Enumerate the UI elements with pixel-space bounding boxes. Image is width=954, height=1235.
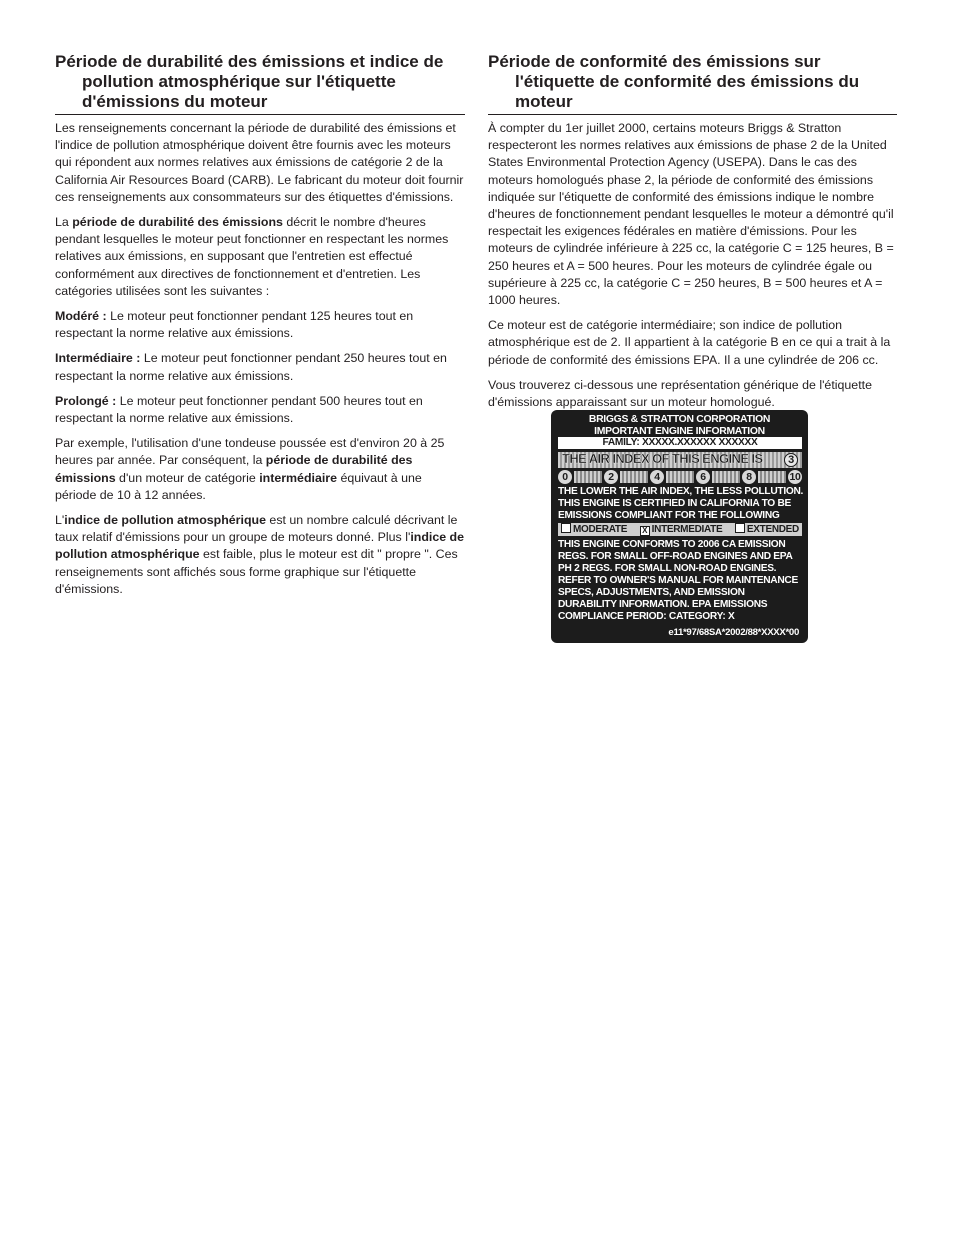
label-cat-extended: EXTENDED: [735, 523, 799, 536]
label-cat-intermediate: X INTERMEDIATE: [640, 524, 723, 536]
compliance-heading: Période de conformité des émissions sur l'étiquette de conformité des émissions du moteur: [488, 52, 897, 115]
label-conformity-text: THIS ENGINE CONFORMS TO 2006 CA EMISSION REGS. FOR SMALL OFF-ROAD ENGINES AND EPA PH 2 REGS. FOR SMALL NON-ROAD ENGINES. REFER TO OWNER'S MANUAL FOR MAINTENANCE SPECS, ADJUSTMENTS, AND EMISSION DURABILITY INFORMATION. EPA EMISSIONS COMPLIANCE PERIOD: CATEGORY: X: [558, 539, 798, 622]
example-paragraph: Par exemple, l'utilisation d'une tondeuse poussée est d'environ 20 à 25 heures par année. Par conséquent, la période de durabilité des émissions d'un moteur de catégorie intermédiaire équivaut à une période de 10 à 12 années.: [55, 436, 445, 502]
scale-gap: [758, 471, 786, 483]
checkbox-icon: [735, 523, 745, 533]
engine-category-paragraph: Ce moteur est de catégorie intermédiaire; son indice de pollution atmosphérique est de 2. Il appartient à la catégorie B en ce qui a trait à la période de conformité des émissions EPA. Il a une cylindrée de 206 cc.: [488, 318, 891, 367]
scale-gap: [620, 471, 648, 483]
label-header: [551, 414, 808, 438]
label-air-index-scale: [558, 469, 802, 485]
moderate-paragraph: Modéré : Le moteur peut fonctionner pendant 125 heures tout en respectant la norme relative aux émissions.: [55, 309, 414, 341]
emissions-label: [551, 410, 808, 643]
label-air-index-text: THE AIR INDEX OF THIS ENGINE IS: [562, 451, 763, 466]
scale-mark: 2: [604, 470, 618, 484]
scale-mark: 8: [742, 470, 756, 484]
compliance-paragraph: À compter du 1er juillet 2000, certains moteurs Briggs & Stratton respecteront les normes relatives aux émissions de phase 2 de la United States Environmental Protection Agency (USEPA). Dans le cas des moteurs homologués phase 2, la période de conformité des émissions indiquée sur l'étiquette de conformité des émissions indique le nombre d'heures de fonctionnement pendant lesquelles le moteur a démontré qu'il respectait les exigences fédérales en matière d'émissions. Pour les moteurs de cylindrée inférieure à 225 cc, la catégorie C = 125 heures, B = 250 heures et A = 500 heures. Pour les moteurs de cylindrée égale ou supérieure à 225 cc, la catégorie C = 250 heures, B = 500 heures et A = 1000 heures.: [488, 121, 894, 308]
label-family: FAMILY: XXXXX.XXXXXX XXXXXX: [558, 437, 802, 449]
label-air-index-bar: [558, 452, 802, 468]
scale-mark: 6: [696, 470, 710, 484]
label-approval-code: e11*97/68SA*2002/88*XXXX*00: [668, 627, 799, 638]
scale-mark: 0: [558, 470, 572, 484]
label-air-index-value: 3: [784, 453, 798, 467]
air-index-paragraph: L'indice de pollution atmosphérique est un nombre calculé décrivant le taux relatif d'émissions pour un groupe de moteurs donné. Plus l'indice de pollution atmosphérique est faible, plus le moteur est dit " propre ". Ces renseignements sont affichés sous forme graphique sur l'étiquette d'émissions.: [55, 513, 465, 596]
left-column: [55, 52, 465, 606]
label-certification-text: THE LOWER THE AIR INDEX, THE LESS POLLUTION. THIS ENGINE IS CERTIFIED IN CALIFORNIA TO BE EMISSIONS COMPLIANT FOR THE FOLLOWING: [558, 486, 804, 521]
label-subtitle: IMPORTANT ENGINE INFORMATION: [594, 426, 765, 437]
label-cat-moderate: MODERATE: [561, 523, 627, 536]
label-intro-paragraph: Vous trouverez ci-dessous une représentation générique de l'étiquette d'émissions apparaissant sur un moteur homologué.: [488, 377, 872, 410]
intermediate-paragraph: Intermédiaire : Le moteur peut fonctionner pendant 250 heures tout en respectant la norme relative aux émissions.: [55, 351, 447, 383]
scale-gap: [574, 471, 602, 483]
checked-checkbox-icon: X: [640, 526, 650, 536]
scale-mark: 4: [650, 470, 664, 484]
label-category-row: [558, 523, 802, 536]
durability-heading: Période de durabilité des émissions et indice de pollution atmosphérique sur l'étiquette d'émissions du moteur: [55, 52, 465, 115]
intro-paragraph: Les renseignements concernant la période de durabilité des émissions et l'indice de pollution atmosphérique doivent être fournis avec les moteurs qui répondent aux normes relatives aux émissions de catégorie 2 de la California Air Resources Board (CARB). Le fabricant du moteur doit fournir ces renseignements aux consommateurs sur des étiquettes d'émissions.: [55, 121, 464, 204]
scale-gap: [666, 471, 694, 483]
label-company: BRIGGS & STRATTON CORPORATION: [588, 414, 771, 425]
extended-paragraph: Prolongé : Le moteur peut fonctionner pendant 500 heures tout en respectant la norme relative aux émissions.: [55, 393, 423, 426]
right-column: [488, 52, 897, 419]
durability-period-paragraph: La période de durabilité des émissions décrit le nombre d'heures pendant lesquelles le moteur peut fonctionner en respectant les normes relatives aux émissions, en supposant que l'entretien est effectué conformément aux directives de fonctionnement et d'entretien. Les catégories utilisées sont les suivantes :: [55, 215, 449, 298]
scale-gap: [712, 471, 740, 483]
scale-mark: 10: [789, 471, 801, 483]
checkbox-icon: [561, 523, 571, 533]
